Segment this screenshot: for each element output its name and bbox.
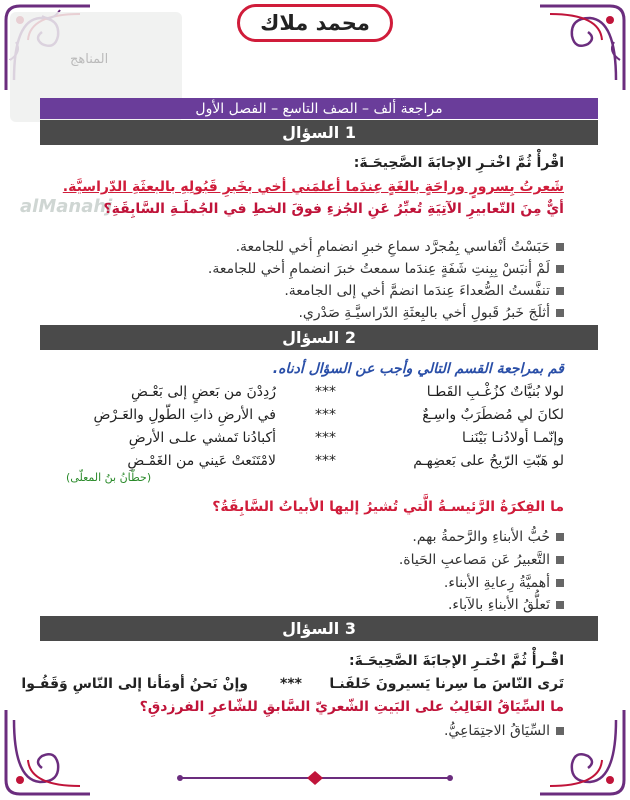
question-3-heading: 3 السؤال (40, 616, 598, 641)
q1-option[interactable]: لَمْ أنبَسْ بِبِنتِ شَفَةٍ عِندَما سمعتُ خبرَ انضمامِ أخي للجامعة. (208, 261, 564, 277)
q2-option[interactable]: حُبُّ الأبناءِ والرَّحمةُ بهم. (412, 529, 564, 545)
corner-ornament-icon (0, 705, 95, 800)
q2-option[interactable]: أهميَّةُ رِعايةِ الأبناء. (444, 575, 564, 591)
verse-line: لولا بُنيَّاتٌ كزُغْـبِ القَطـا *** رُدِدْنَ من بَعضٍ إلى بَعْـضِ (131, 384, 564, 400)
q3-question: ما السِّيَاقُ الغَالِبُ على البَيتِ الشّعريّ السَّابقِ للشّاعرِ الفرزدقِ؟ (139, 699, 564, 715)
q1-option[interactable]: أثلَجَ خَبرُ قَبولِ أخي بالبِعثَةِ الدّراسيَّـةِ صَدْري. (298, 305, 564, 321)
corner-ornament-icon (535, 0, 630, 95)
worksheet-title: مراجعة ألف – الصف التاسع – الفصل الأول (40, 98, 598, 119)
verse-line: لو هَبّتِ الرّيحُ على بَعضِهـم *** لامْتَنَعتْ عَيني من الغَمْـضِ (127, 453, 564, 469)
verse-line: تَرى النّاسَ ما سِرنا يَسيرونَ خَلفَنـا *** وإنْ نَحنُ أومَأنا إلى النّاسِ وَقَفُـوا (21, 676, 564, 692)
watermark-text: المناهج (70, 52, 109, 67)
q1-option[interactable]: تنفَّستُ الصُّعداءَ عِندَما انضمَّ أخي إلى الجامعة. (284, 283, 564, 299)
author-name: محمد ملاك (237, 4, 393, 42)
watermark-latin-text: alManahj (20, 196, 113, 217)
q3-instruction: اقْـرأْ ثُمَّ اخْتـرِ الإجابَةَ الصَّحِيحَـةَ: (348, 653, 564, 669)
q2-instruction: قم بمراجعة القسم التالي وأجب عن السؤال أدناه. (272, 361, 564, 377)
question-2-heading: 2 السؤال (40, 325, 598, 350)
verse-line: لكانَ لي مُضطَرَبٌ واسِـعٌ *** في الأرضِ ذاتِ الطّولِ والعَـرْضِ (93, 407, 564, 423)
question-1-heading: 1 السؤال (40, 120, 598, 145)
q1-passage: شَعرتُ بِسرورٍ وراحَةٍ بالغَةٍ عِندَما أعلمَني أخي بخَبرِ قَبُولِهِ بالبعثَةِ الدّراسيَّة. (62, 179, 564, 195)
q1-instruction: اقْرأْ ثُمَّ اخْتـرِ الإجابَةَ الصَّحِيحَـةَ: (353, 155, 564, 171)
q3-option[interactable]: السِّيَاقُ الاجتِمَاعِيُّ. (444, 723, 564, 739)
poet-name: (حطّانُ بنُ المعلّى) (66, 471, 152, 484)
footer-divider-icon (160, 770, 470, 786)
verse-line: وإنّمـا أولادُنـا بَيْنَنـا *** أكبادُنا تَمشي علـى الأرضِ (128, 430, 564, 446)
q1-option[interactable]: حَبَسْتُ أنْفاسي بِمُجرَّد سماعِ خبرِ انضمامِ أخي للجامعة. (236, 239, 564, 255)
corner-ornament-icon (535, 705, 630, 800)
q1-question: أيٌّ مِنَ التّعابيرِ الآتِيَةِ تُعبِّرُ عَنِ الجُزءِ فوقَ الخطِ في الجُملَـةِ السَّابِقَةِ؟ (103, 201, 564, 217)
q2-option[interactable]: تَعلُّقُ الأبناءِ بالآباء. (448, 597, 564, 613)
q2-question: ما الفِكرَةُ الرَّئيسـةُ الَّتي تُشيرُ إليها الأبياتُ السَّابِقَةُ؟ (212, 499, 564, 515)
q2-option[interactable]: التَّعبيرُ عَن مَصاعبِ الحَياة. (399, 552, 564, 568)
